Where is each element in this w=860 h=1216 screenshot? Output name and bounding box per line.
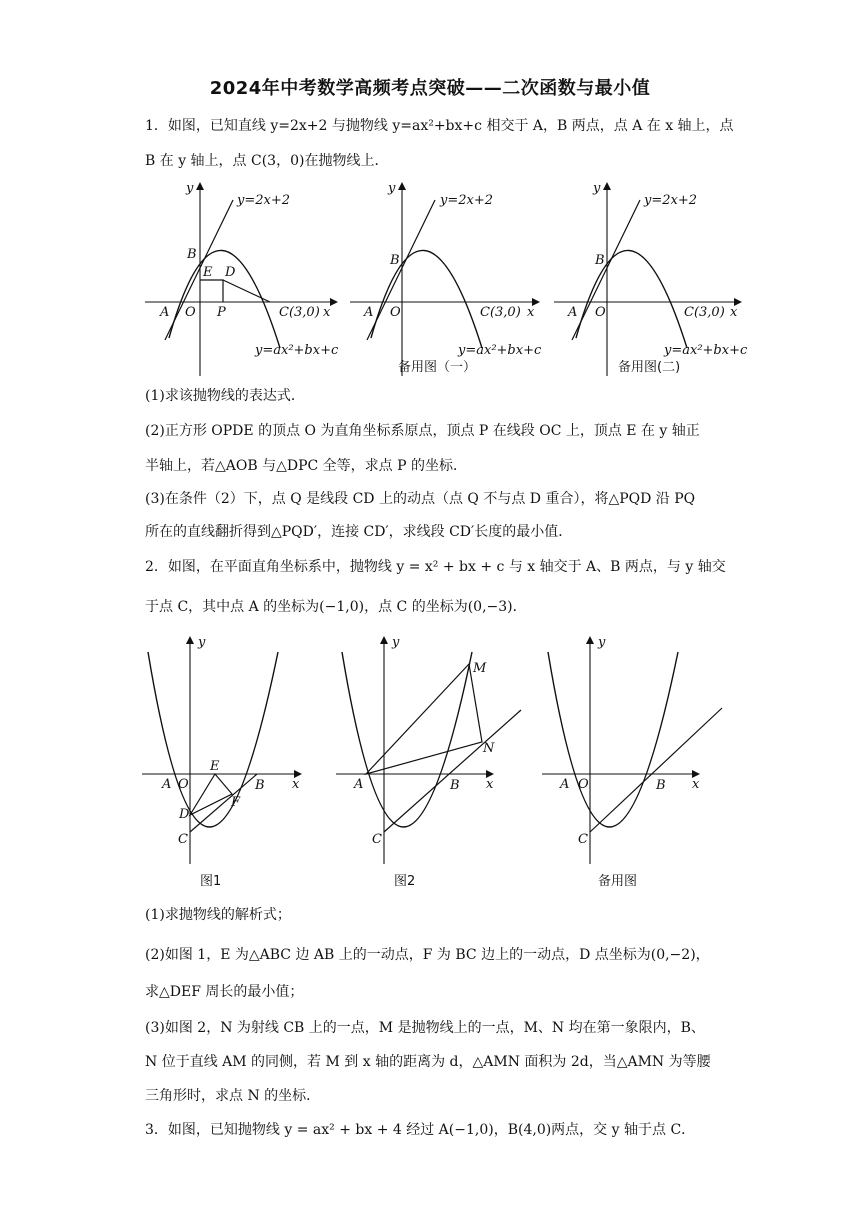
label-point-c: C(3,0) <box>480 305 521 320</box>
triangle-def <box>190 774 232 815</box>
y-axis-arrow-icon <box>380 636 388 644</box>
label-axis-x: x <box>292 777 300 792</box>
label-point-c: C <box>178 832 188 847</box>
segment-cb <box>190 774 257 832</box>
caption-spare: 备用图 <box>598 874 638 889</box>
label-origin-o: O <box>595 305 606 320</box>
label-line-eq: y=2x+2 <box>440 193 494 208</box>
q2-part-2-line-1: (2)如图 1，E 为△ABC 边 AB 上的一动点，F 为 BC 边上的一动点，D 点坐标为(0,−2)， <box>145 947 710 963</box>
caption-fig-1: 图1 <box>200 874 222 889</box>
square-opde <box>200 280 223 302</box>
label-point-a: A <box>560 777 570 792</box>
q1-part-2-line-2: 半轴上，若△AOB 与△DPC 全等，求点 P 的坐标． <box>145 458 467 474</box>
label-point-a: A <box>160 305 170 320</box>
label-point-b: B <box>450 778 460 793</box>
q2-part-3-line-2: N 位于直线 AM 的同侧，若 M 到 x 轴的距离为 d，△AMN 面积为 2d，当△AMN 为等腰 <box>145 1054 711 1070</box>
label-parabola-eq: y=ax²+bx+c <box>255 343 339 358</box>
x-axis-arrow-icon <box>330 298 338 306</box>
label-point-b: B <box>187 247 197 262</box>
parabola <box>371 250 482 348</box>
label-parabola-eq: y=ax²+bx+c <box>458 343 542 358</box>
label-point-e: E <box>210 759 220 774</box>
triangle-amn <box>366 664 482 774</box>
y-axis-arrow-icon <box>586 636 594 644</box>
label-point-c: C(3,0) <box>684 305 725 320</box>
label-axis-y: y <box>392 635 400 650</box>
label-point-f: F <box>231 795 241 810</box>
label-point-d: D <box>225 265 236 280</box>
label-point-n: N <box>483 741 495 756</box>
segment-dc <box>223 280 270 302</box>
label-origin-o: O <box>178 777 189 792</box>
q2-figure-2 <box>336 632 526 894</box>
q2-part-3-line-3: 三角形时，求点 N 的坐标． <box>145 1088 321 1104</box>
parabola <box>548 652 678 827</box>
label-point-m: M <box>473 661 487 676</box>
label-point-b: B <box>255 778 265 793</box>
caption-spare-1: 备用图（一） <box>398 360 477 375</box>
q2-stem-line-1: 2．如图，在平面直角坐标系中，抛物线 y = x² + bx + c 与 x 轴交于 A、B 两点，与 y 轴交 <box>145 559 726 575</box>
label-axis-x: x <box>692 777 700 792</box>
q2-part-3-line-1: (3)如图 2，N 为射线 CB 上的一点，M 是抛物线上的一点，M、N 均在第一象限内，B、 <box>145 1020 705 1036</box>
q1-figure-spare-2 <box>554 178 754 376</box>
label-point-p: P <box>217 305 226 320</box>
label-origin-o: O <box>185 305 196 320</box>
parabola <box>342 652 472 827</box>
label-point-a: A <box>162 777 172 792</box>
caption-spare-2: 备用图(二) <box>618 360 681 375</box>
label-line-eq: y=2x+2 <box>237 193 291 208</box>
q2-stem-line-2: 于点 C，其中点 A 的坐标为(−1,0)，点 C 的坐标为(0,−3)． <box>145 599 527 615</box>
label-point-a: A <box>354 777 364 792</box>
label-axis-y: y <box>186 181 194 196</box>
label-point-a: A <box>364 305 374 320</box>
y-axis-arrow-icon <box>186 636 194 644</box>
q1-part-1: (1)求该抛物线的表达式． <box>145 388 305 404</box>
q1-stem-line-2: B 在 y 轴上，点 C(3，0)在抛物线上． <box>145 153 389 169</box>
y-axis-arrow-icon <box>603 182 611 190</box>
label-origin-o: O <box>578 777 589 792</box>
label-origin-o: O <box>390 305 401 320</box>
label-point-c: C(3,0) <box>279 305 320 320</box>
label-line-eq: y=2x+2 <box>644 193 698 208</box>
q3-stem-line-1: 3．如图，已知抛物线 y = ax² + bx + 4 经过 A(−1,0)，B(4,0)两点，交 y 轴于点 C． <box>145 1122 696 1138</box>
q2-part-2-line-2: 求△DEF 周长的最小值； <box>145 984 304 1000</box>
y-axis-arrow-icon <box>196 182 204 190</box>
q1-part-3-line-2: 所在的直线翻折得到△PQD′，连接 CD′，求线段 CD′长度的最小值． <box>145 524 573 540</box>
q1-figure-main <box>145 178 345 376</box>
label-point-b: B <box>390 253 400 268</box>
q1-part-3-line-1: (3)在条件（2）下，点 Q 是线段 CD 上的动点（点 Q 不与点 D 重合），将△PQD 沿 PQ <box>145 491 696 507</box>
label-point-e: E <box>203 265 213 280</box>
ray-cb <box>384 710 521 832</box>
label-point-d: D <box>179 807 190 822</box>
label-axis-y: y <box>598 635 606 650</box>
label-point-b: B <box>656 778 666 793</box>
parabola <box>148 652 278 827</box>
y-axis-arrow-icon <box>398 182 406 190</box>
q1-figure-spare-1 <box>350 178 550 376</box>
q2-figure-1 <box>142 632 307 894</box>
q2-figure-spare <box>542 632 732 894</box>
label-axis-y: y <box>198 635 206 650</box>
label-point-a: A <box>568 305 578 320</box>
page-title: 2024年中考数学高频考点突破——二次函数与最小值 <box>209 78 651 99</box>
label-axis-x: x <box>323 305 331 320</box>
label-axis-x: x <box>527 305 535 320</box>
q1-part-2-line-1: (2)正方形 OPDE 的顶点 O 为直角坐标系原点，顶点 P 在线段 OC 上，顶点 E 在 y 轴正 <box>145 423 700 439</box>
parabola <box>576 250 687 348</box>
ray-cb <box>590 708 722 832</box>
caption-fig-2: 图2 <box>394 874 416 889</box>
label-point-c: C <box>578 832 588 847</box>
label-axis-y: y <box>593 181 601 196</box>
q1-stem-line-1: 1．如图，已知直线 y=2x+2 与抛物线 y=ax²+bx+c 相交于 A，B 两点，点 A 在 x 轴上，点 <box>145 118 734 134</box>
label-parabola-eq: y=ax²+bx+c <box>664 343 748 358</box>
label-axis-x: x <box>730 305 738 320</box>
label-point-c: C <box>372 832 382 847</box>
label-axis-y: y <box>388 181 396 196</box>
label-point-b: B <box>595 253 605 268</box>
q2-part-1: (1)求抛物线的解析式； <box>145 907 291 923</box>
label-axis-x: x <box>486 777 494 792</box>
